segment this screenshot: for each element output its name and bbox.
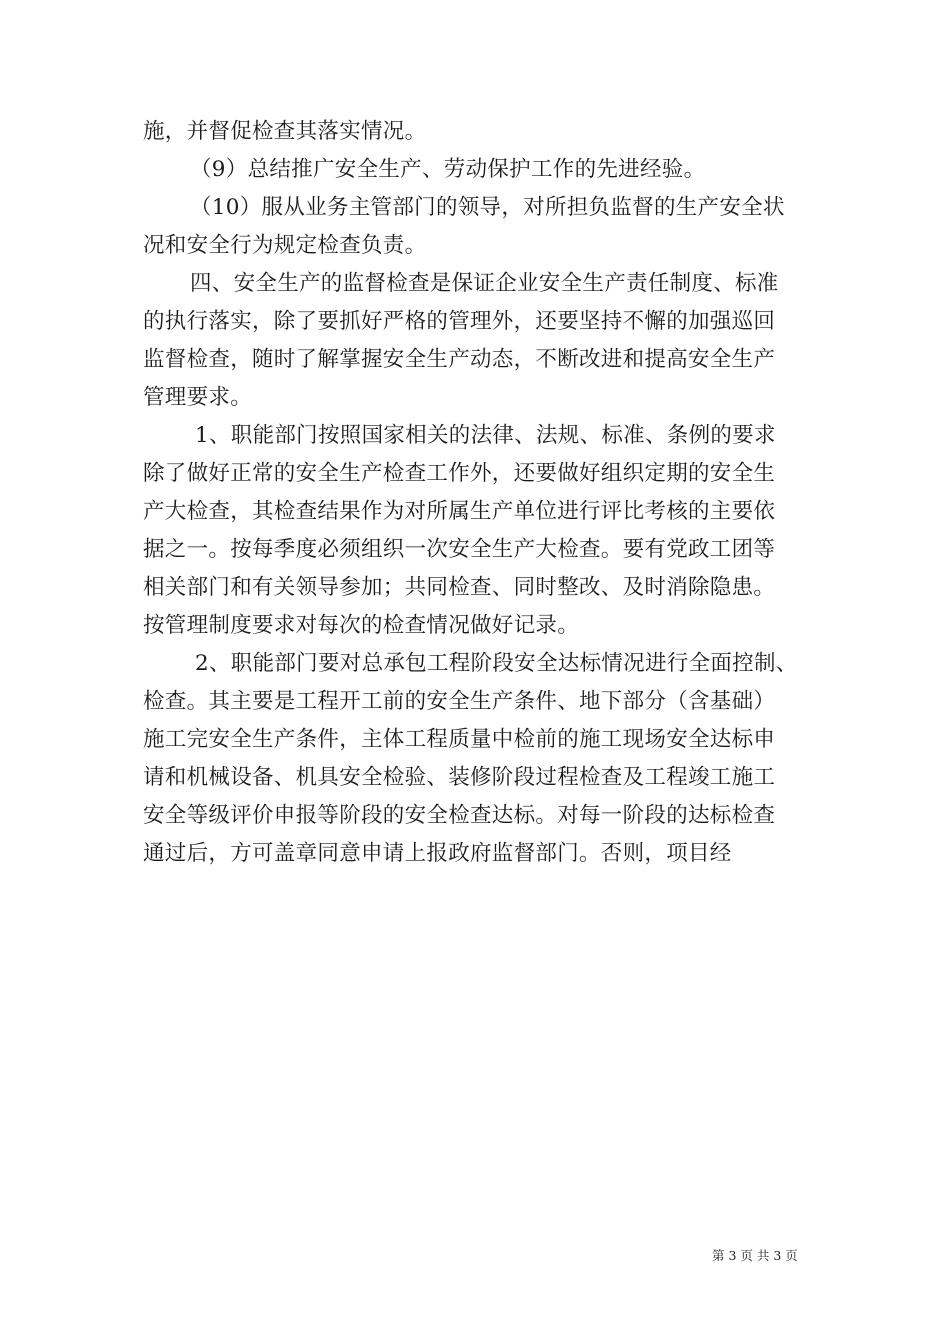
text-line: 施工完安全生产条件，主体工程质量中检前的施工现场安全达标申 — [143, 727, 776, 752]
text-line: （10）服从业务主管部门的领导，对所担负监督的生产安全状 — [190, 195, 785, 220]
text-line: 据之一。按每季度必须组织一次安全生产大检查。要有党政工团等 — [143, 537, 776, 562]
text-line: 的执行落实，除了要抓好严格的管理外，还要坚持不懈的加强巡回 — [143, 309, 776, 334]
text-line: 除了做好正常的安全生产检查工作外，还要做好组织定期的安全生 — [143, 461, 776, 486]
text-line: 产大检查，其检查结果作为对所属生产单位进行评比考核的主要依 — [143, 499, 776, 524]
text-line: 按管理制度要求对每次的检查情况做好记录。 — [143, 613, 580, 638]
text-line: 管理要求。 — [143, 385, 253, 410]
text-line: 施，并督促检查其落实情况。 — [143, 119, 427, 144]
text-line: 监督检查，随时了解掌握安全生产动态，不断改进和提高安全生产 — [143, 347, 776, 372]
text-line: 通过后，方可盖章同意申请上报政府监督部门。否则，项目经 — [143, 841, 732, 866]
text-line: 安全等级评价申报等阶段的安全检查达标。对每一阶段的达标检查 — [143, 803, 776, 828]
text-line: 检查。其主要是工程开工前的安全生产条件、地下部分（含基础） — [143, 689, 776, 714]
text-line: （9）总结推广安全生产、劳动保护工作的先进经验。 — [190, 157, 706, 182]
text-line: 1、职能部门按照国家相关的法律、法规、标准、条例的要求 — [195, 423, 776, 448]
text-line: 2、职能部门要对总承包工程阶段安全达标情况进行全面控制、 — [195, 651, 798, 676]
text-line: 请和机械设备、机具安全检验、装修阶段过程检查及工程竣工施工 — [143, 765, 776, 790]
page-number-footer: 第 3 页 共 3 页 — [712, 1248, 798, 1263]
text-line: 相关部门和有关领导参加；共同检查、同时整改、及时消除隐患。 — [143, 575, 776, 600]
text-line: 况和安全行为规定检查负责。 — [143, 233, 427, 258]
text-line: 四、安全生产的监督检查是保证企业安全生产责任制度、标准 — [190, 271, 779, 296]
